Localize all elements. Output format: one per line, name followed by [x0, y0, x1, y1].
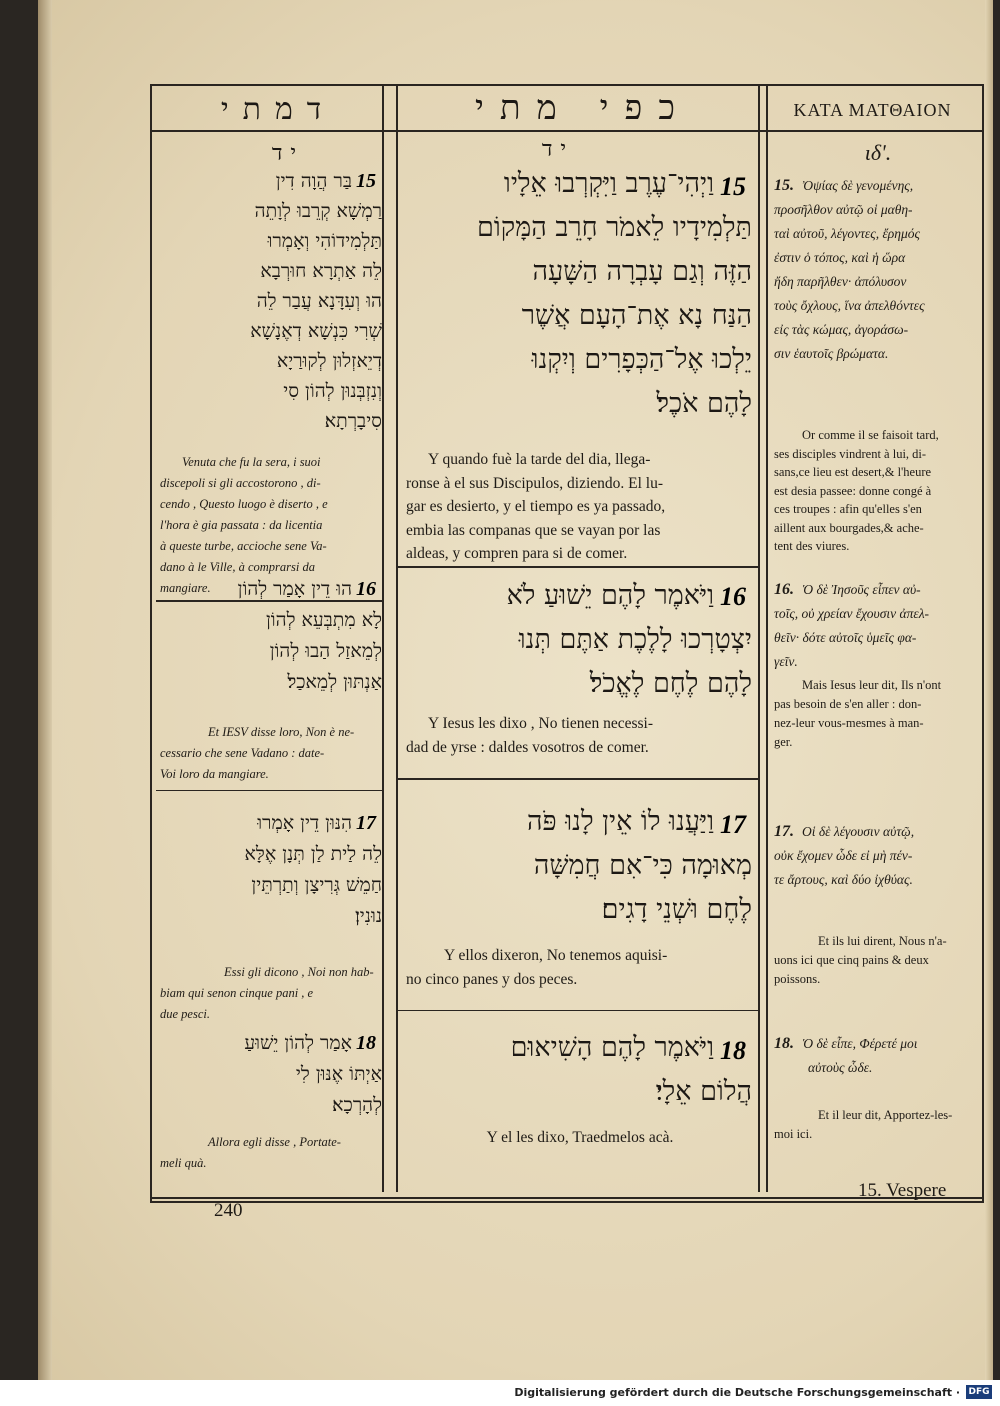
chapter-left: יד [271, 141, 305, 166]
text-line: רַמְשָׁא קְרֵבוּ לְוָתֵה [254, 200, 382, 222]
right-v17-number: 17. [774, 823, 794, 840]
center-v15-number: 15 [720, 172, 746, 201]
page-number: 240 [214, 1200, 243, 1221]
text-line: Or comme il se faisoit tard, [802, 428, 939, 442]
text-line: moi ici. [774, 1127, 813, 1141]
text-line: לֵה לַית לַן תְּנָן אֶלָּא [244, 843, 382, 865]
center-v16-number: 16 [720, 582, 746, 611]
text-line [774, 578, 979, 602]
footer-credit: Digitalisierung gefördert durch die Deutsche Forschungsgemeinschaft · [514, 1386, 960, 1399]
right-v15-greek [774, 174, 979, 366]
text-line: ἐστιν ὁ τόπος, καὶ ἡ ὥρα [774, 250, 906, 265]
dfg-logo: DFG [966, 1385, 992, 1399]
text-line: dad de yrse : daldes vosotros de comer. [406, 738, 649, 756]
left-v18-italian [160, 1132, 378, 1174]
text-line: aillent aux bourgades,& ache- [774, 520, 924, 535]
column-divider-left [382, 86, 384, 1192]
left-v18-number: 18 [356, 1032, 376, 1054]
center-v15-spanish [406, 448, 754, 566]
text-line: וַיֹּאמֶר לָהֶם הָשִׁיאוּם [510, 1032, 714, 1063]
text-line: Y quando fuè la tarde del dia, llega- [428, 451, 651, 468]
right-v18-greek [774, 1032, 979, 1080]
text-line: אַיְתּוֹ אֶנּוּן לִי [295, 1063, 382, 1085]
text-line: προσῆλθον αὐτῷ οἱ μαθη- [774, 202, 913, 217]
text-line: cendo , Questo luogo è diserto , e [160, 497, 328, 511]
text-line: due pesci. [160, 1007, 210, 1021]
text-line [774, 820, 979, 844]
text-line: οὐκ ἔχομεν ὧδε εἰ μὴ πέν- [774, 848, 913, 863]
text-line: biam qui senon cinque pani , e [160, 986, 314, 1000]
text-line: דְיֵאזְלוּן לְקוּרַיָא [276, 350, 382, 372]
text-line: הוּ וְעִדָּנָא עֲבַר לֵה [256, 290, 382, 312]
center-v18-number: 18 [720, 1036, 746, 1065]
right-v16-number: 16. [774, 581, 794, 598]
text-line: אָמַר לְהוֹן יֵשׁוּעַ [244, 1032, 352, 1054]
text-line: τοὺς ὄχλους, ἵνα ἀπελθόντες [774, 298, 925, 313]
text-line: Οἱ δὲ λέγουσιν αὐτῷ, [802, 824, 915, 839]
text-line: est desia passee: donne congé à [774, 483, 932, 498]
right-v17-french [774, 932, 982, 989]
right-v18-french [774, 1106, 982, 1144]
text-line: וַיֹּאמֶר לָהֶם יֵשׁוּעַ לֹא [506, 580, 714, 611]
text-line: וַיַּעֲנוּ לוֹ אֵין לָנוּ פֹּה [527, 806, 714, 837]
text-line: לְהָרְכָא׃ [332, 1094, 382, 1116]
text-line: τε ἄρτους, καὶ δύο ἰχθύας. [774, 872, 913, 887]
center-divider-2 [398, 778, 758, 780]
text-line: Essi gli dicono , Noi non hab- [224, 965, 374, 979]
text-line: Y Iesus les dixo , No tienen necessi- [428, 715, 653, 732]
right-v17-greek [774, 820, 979, 892]
text-line: pas besoin de s'en aller : don- [774, 697, 922, 711]
text-line: נוּנִין׃ [354, 905, 382, 927]
text-line [774, 1032, 979, 1056]
text-line: הַנַּח נָא אֶת־הָעָם אֲשֶׁר [521, 300, 752, 331]
header-center: כפי מתי [475, 88, 691, 128]
text-line: הִנּוּן דֵין אָמְרוּ [257, 812, 352, 834]
column-divider-right [766, 86, 768, 1192]
text-line: אַנְתּוּן לְמֵאכַל׃ [287, 671, 382, 693]
text-line: Y ellos dixeron, No tenemos aquisi- [444, 947, 668, 964]
text-line: nez-leur vous-mesmes à man- [774, 716, 924, 730]
text-line: בַּר הֲוָה דִין [275, 170, 352, 192]
page-edge [985, 0, 993, 1380]
text-line: הוּ דֵין אָמַר לְהוֹן [237, 578, 352, 600]
text-line: ταὶ αὐτοῦ, λέγοντες, ἔρημός [774, 226, 920, 241]
text-line: לָא מִתְבְּעֵא לְהוֹן [265, 609, 382, 631]
right-v15-number: 15. [774, 177, 794, 194]
text-line: no cinco panes y dos peces. [406, 970, 578, 988]
text-line: תַּלְמִידָיו לֵאמֹר חָרֵב הַמָּקוֹם [477, 212, 752, 243]
text-line: חַמֵשׁ גְּרִיצָן וְתַרְתֵּין [251, 874, 382, 896]
text-line: יִצְטָרְכוּ לָלֶכֶת אַתֶּם תְּנוּ [518, 624, 752, 655]
text-line: סִיבָרְתָא׃ [324, 410, 382, 432]
text-line: αὐτοὺς ὧδε. [808, 1060, 873, 1075]
text-line: σιν ἑαυτοῖς βρώματα. [774, 346, 889, 361]
footer-bar [0, 1380, 1000, 1406]
text-line: מְאוּמָה כִּי־אִם חֲמִשָּׁה [533, 850, 752, 881]
text-line: poissons. [774, 972, 821, 986]
text-line: θεῖν· δότε αὐτοῖς ὑμεῖς φα- [774, 630, 917, 645]
text-line: uons ici que cinq pains & deux [774, 953, 929, 967]
text-line: יֵלְכוּ אֶל־הַכְּפָרִים וְיִקְנוּ [531, 344, 752, 375]
text-line: ἤδη παρῆλθεν· ἀπόλυσον [774, 274, 907, 289]
text-line: הֲלוֹם אֵלָי׃ [655, 1076, 752, 1107]
text-line: meli quà. [160, 1156, 207, 1170]
text-line: tent des viures. [774, 539, 850, 553]
text-line: לֶחֶם וּשְׁנֵי דָגִים׃ [601, 894, 752, 925]
right-v16-french [774, 676, 982, 752]
text-line: Et ils lui dirent, Nous n'a- [818, 934, 947, 948]
text-line: Allora egli disse , Portate- [208, 1135, 341, 1149]
right-v16-greek [774, 578, 979, 674]
text-line: dano à le Ville, à comprarsi da [160, 560, 315, 574]
text-line: mangiare. [160, 581, 211, 595]
text-line: לְמֵאזַל הַבוּ לְהוֹן [269, 640, 382, 662]
text-line: sans,ce lieu est desert,& l'heure [774, 465, 932, 479]
text-line: Venuta che fu la sera, i suoi [182, 455, 321, 469]
text-line: וְנִזְבְּנוּן לְהוֹן סִי [283, 380, 382, 402]
text-line: לָהֶם אֹכֶל׃ [656, 388, 752, 419]
chapter-right: ιδʹ. [864, 140, 892, 165]
left-v17-italian [160, 962, 378, 1025]
left-v17-number: 17 [356, 812, 376, 834]
text-line: l'hora è gia passata : da licentia [160, 518, 323, 532]
text-line: discepoli si gli accostorono , di- [160, 476, 321, 490]
text-line: à queste turbe, accioche sene Va- [160, 539, 327, 553]
text-line: aldeas, y compren para si de comer. [406, 545, 628, 562]
text-line: embia las companas que se vayan por las [406, 521, 661, 539]
left-v16-number: 16 [356, 578, 376, 600]
column-divider-center-right [758, 86, 760, 1192]
text-line: cessario che sene Vadano : date- [160, 746, 325, 760]
text-line: תַּלְמִידוֹהִי וְאָמְרוּ [267, 230, 382, 252]
center-v17-spanish [406, 944, 754, 991]
text-line: ses disciples vindrent à lui, di- [774, 446, 927, 461]
text-line: Et IESV disse loro, Non è ne- [208, 725, 355, 739]
text-line: שְׁרִי כִּנְשָׁא דְאֶנָשָׁא [250, 320, 382, 342]
center-divider-1 [398, 566, 758, 568]
center-v17-number: 17 [720, 810, 746, 839]
book-page [38, 0, 993, 1380]
header-right: ΚΑΤΑ ΜΑΤΘΑΙΟΝ [793, 100, 952, 120]
left-v15-number: 15 [356, 170, 376, 192]
text-line: γεῖν. [774, 654, 798, 669]
center-divider-3 [398, 1010, 758, 1011]
text-line: Y el les dixo, Traedmelos acà. [486, 1129, 674, 1146]
center-v18-spanish [406, 1126, 754, 1150]
book-spine [38, 0, 52, 1380]
column-divider-center-left [396, 86, 398, 1192]
center-v16-spanish [406, 712, 754, 759]
right-v15-french [774, 426, 982, 556]
text-line: Ὁ δὲ Ἰησοῦς εἶπεν αὐ- [802, 582, 921, 597]
text-line: וַיְהִי־עֶרֶב וַיִּקְרְבוּ אֵלָיו [503, 168, 714, 199]
text-line: Mais Iesus leur dit, Ils n'ont [802, 678, 942, 692]
catchword: 15. Vespere [858, 1180, 947, 1201]
text-line: הַזֶּה וְגַם עָבְרָה הַשָּׁעָה [532, 256, 752, 287]
text-line: לֵה אַתְרָא חוּרְבָא [260, 260, 382, 282]
text-line: ces troupes : afin qu'elles s'en [774, 502, 922, 516]
chapter-center: יד [541, 137, 575, 162]
text-line: Et il leur dit, Apportez-les- [818, 1108, 953, 1122]
text-line: ger. [774, 735, 793, 749]
text-line: Ὀψίας δὲ γενομένης, [802, 178, 914, 193]
text-line: εἰς τὰς κώμας, ἀγοράσω- [774, 322, 909, 337]
text-line: Voi loro da mangiare. [160, 767, 269, 781]
right-v18-number: 18. [774, 1035, 794, 1052]
text-line: gar es desierto, y el tiempo es ya passado, [406, 498, 666, 515]
header-rule [150, 130, 984, 132]
text-line [774, 174, 979, 198]
text-line: לָהֶם לֶחֶם לֶאֱכֹל׃ [589, 668, 752, 699]
text-line: Ὁ δὲ εἶπε, Φέρετέ μοι [802, 1036, 918, 1051]
left-v16-italian [160, 722, 378, 785]
text-line: τοῖς, οὐ χρείαν ἔχουσιν ἀπελ- [774, 606, 930, 621]
text-line: ronse à el sus Discipulos, diziendo. El lu- [406, 474, 663, 492]
left-divider-2 [156, 790, 382, 791]
header-left: דמתי [220, 92, 336, 127]
